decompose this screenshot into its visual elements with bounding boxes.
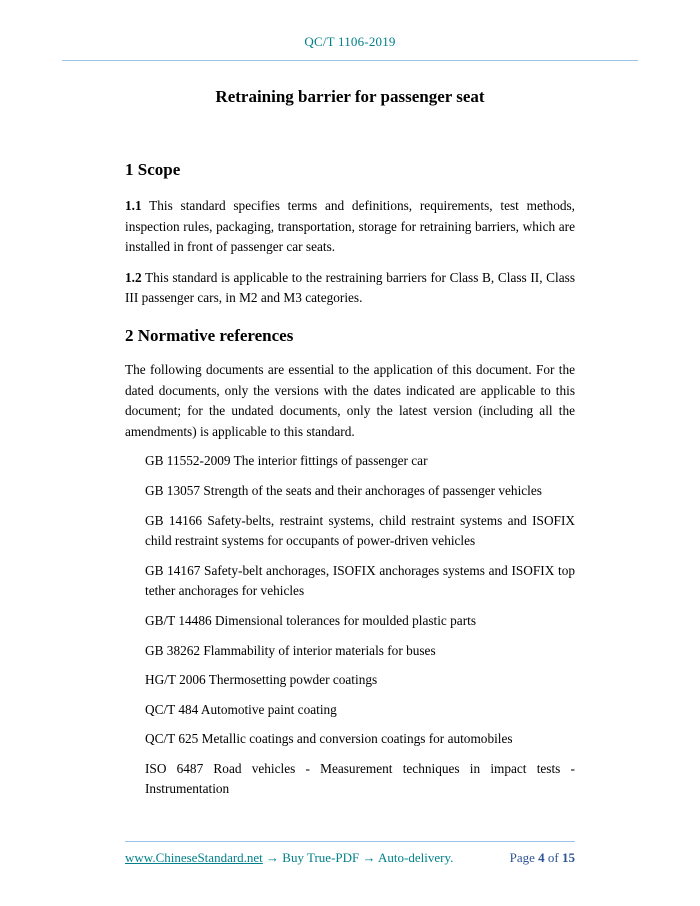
reference-item: ISO 6487 Road vehicles - Measurement techniques in impact tests - Instrumentation bbox=[145, 760, 575, 797]
clause-number-1-2: 1.2 bbox=[125, 269, 142, 285]
clause-number-1-1: 1.1 bbox=[125, 198, 142, 213]
section-heading-scope: 1 Scope bbox=[125, 160, 181, 179]
reference-item: HG/T 2006 Thermosetting powder coatings bbox=[145, 672, 378, 688]
current-page-number: 4 bbox=[538, 850, 545, 865]
clause-text-1-1: This standard specifies terms and definitions, requirements, test methods, inspection rules, packaging, transportation, storage for retraining barriers, which are installed in front of passenger car seats. bbox=[125, 198, 575, 255]
clause-text-1-2: This standard is applicable to the restraining barriers for Class B, Class II, Class III passenger cars, in M2 and M3 categories. bbox=[125, 269, 575, 306]
page-word: Page bbox=[509, 850, 535, 865]
document-title: Retraining barrier for passenger seat bbox=[215, 87, 485, 106]
buy-true-pdf-label: Buy True-PDF bbox=[282, 850, 360, 865]
page-content bbox=[0, 87, 700, 800]
page-header bbox=[0, 0, 700, 61]
scope-paragraph-1-1 bbox=[125, 196, 575, 258]
reference-item: GB 14167 Safety-belt anchorages, ISOFIX anchorages systems and ISOFIX top tether anchorages for vehicles bbox=[145, 562, 575, 599]
normative-intro-paragraph: The following documents are essential to the application of this document. For the dated documents, only the versions with the dates indicated are applicable to this document; for the undated documents, only the latest version (including all the amendments) is applicable to this standard. bbox=[125, 361, 575, 439]
page-footer bbox=[125, 841, 575, 866]
auto-delivery-label: Auto-delivery. bbox=[378, 850, 454, 865]
footer-row bbox=[125, 850, 575, 866]
reference-item: GB 13057 Strength of the seats and their anchorages of passenger vehicles bbox=[145, 482, 542, 498]
standard-number: QC/T 1106-2019 bbox=[304, 34, 396, 49]
header-rule bbox=[62, 60, 638, 61]
references-list bbox=[125, 451, 575, 800]
arrow-icon: → bbox=[362, 850, 376, 865]
reference-item: GB/T 14486 Dimensional tolerances for moulded plastic parts bbox=[145, 612, 477, 628]
scope-paragraph-1-2 bbox=[125, 268, 575, 309]
footer-rule bbox=[125, 841, 575, 842]
arrow-icon: → bbox=[266, 850, 280, 865]
reference-item: QC/T 484 Automotive paint coating bbox=[145, 701, 337, 717]
reference-item: GB 38262 Flammability of interior materials for buses bbox=[145, 642, 436, 658]
page-indicator bbox=[510, 850, 575, 866]
website-link[interactable]: www.ChineseStandard.net bbox=[125, 850, 263, 865]
footer-branding bbox=[125, 850, 453, 866]
reference-item: GB 11552-2009 The interior fittings of passenger car bbox=[145, 453, 428, 469]
reference-item: GB 14166 Safety-belts, restraint systems, child restraint systems and ISOFIX child restraint systems for occupants of power-driven vehicles bbox=[145, 512, 575, 549]
of-word: of bbox=[547, 850, 559, 865]
total-page-number: 15 bbox=[562, 850, 575, 865]
reference-item: QC/T 625 Metallic coatings and conversion coatings for automobiles bbox=[145, 731, 513, 747]
section-heading-normative-references: 2 Normative references bbox=[125, 325, 294, 345]
